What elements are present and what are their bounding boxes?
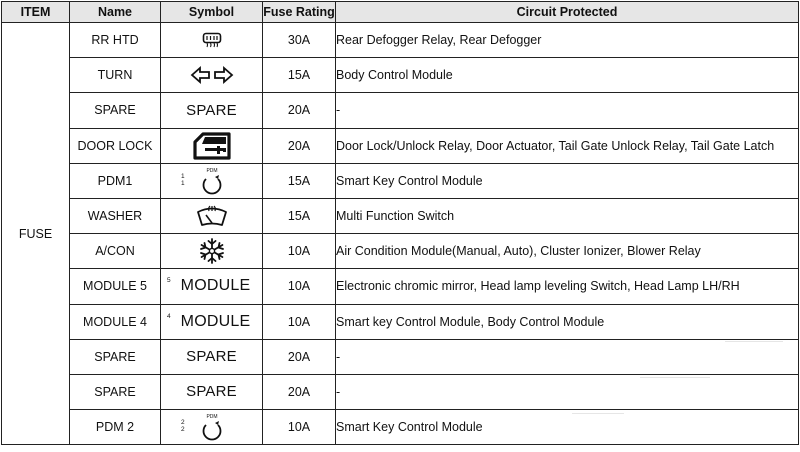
circuit-protected: Smart Key Control Module: [336, 163, 799, 198]
circuit-protected: Rear Defogger Relay, Rear Defogger: [336, 23, 799, 58]
snowflake-icon: [199, 238, 225, 264]
symbol-text: SPARE: [186, 101, 237, 119]
circuit-protected: -: [336, 374, 799, 409]
fuse-name: SPARE: [70, 374, 161, 409]
turn-signal-arrows-icon: [190, 66, 234, 84]
fuse-name: DOOR LOCK: [70, 128, 161, 163]
fuse-rating: 20A: [263, 374, 336, 409]
symbol-cell: [161, 339, 263, 374]
symbol-cell: [161, 234, 263, 269]
header-row: [2, 2, 799, 23]
fuse-name: PDM1: [70, 163, 161, 198]
circuit-protected: Electronic chromic mirror, Head lamp leveling Switch, Head Lamp LH/RH: [336, 269, 799, 304]
table-row: [2, 304, 799, 339]
fuse-rating: 15A: [263, 58, 336, 93]
circuit-protected: -: [336, 93, 799, 128]
pdm-icon: [199, 413, 225, 441]
symbol-superscript: 2 2: [181, 419, 185, 434]
symbol-cell: [161, 304, 263, 339]
header-rating: Fuse Rating: [263, 2, 336, 23]
pdm-icon: [199, 167, 225, 195]
fuse-name: WASHER: [70, 198, 161, 233]
fuse-table: [1, 1, 799, 445]
table-row: [2, 269, 799, 304]
fuse-rating: 15A: [263, 163, 336, 198]
symbol-cell: [161, 93, 263, 128]
fuse-rating: 20A: [263, 128, 336, 163]
svg-text:PDM: PDM: [205, 414, 218, 421]
symbol-cell: [161, 374, 263, 409]
fuse-name: MODULE 4: [70, 304, 161, 339]
circuit-protected: Air Condition Module(Manual, Auto), Cluster Ionizer, Blower Relay: [336, 234, 799, 269]
fuse-rating: 10A: [263, 304, 336, 339]
fuse-name: MODULE 5: [70, 269, 161, 304]
header-symbol: Symbol: [161, 2, 263, 23]
circuit-protected: Smart Key Control Module: [336, 410, 799, 445]
symbol-superscript: 4: [167, 312, 171, 320]
fuse-name: SPARE: [70, 339, 161, 374]
fuse-name: TURN: [70, 58, 161, 93]
fuse-rating: 15A: [263, 198, 336, 233]
header-name: Name: [70, 2, 161, 23]
fuse-rating: 10A: [263, 269, 336, 304]
table-row: [2, 234, 799, 269]
symbol-cell: [161, 198, 263, 233]
fuse-name: SPARE: [70, 93, 161, 128]
door-lock-icon: [193, 132, 231, 160]
watermark-line: [640, 377, 710, 378]
circuit-protected: Smart key Control Module, Body Control Module: [336, 304, 799, 339]
fuse-name: PDM 2: [70, 410, 161, 445]
table-row: [2, 410, 799, 445]
symbol-superscript: 1 1: [181, 172, 185, 187]
circuit-protected: Body Control Module: [336, 58, 799, 93]
circuit-protected: -: [336, 339, 799, 374]
fuse-name: RR HTD: [70, 23, 161, 58]
washer-icon: [195, 204, 229, 228]
table-row: [2, 93, 799, 128]
symbol-cell: [161, 23, 263, 58]
symbol-text: SPARE: [186, 348, 237, 366]
symbol-text: MODULE: [180, 277, 251, 295]
table-row: [2, 128, 799, 163]
fuse-name: A/CON: [70, 234, 161, 269]
symbol-cell: [161, 58, 263, 93]
fuse-rating: 20A: [263, 339, 336, 374]
table-row: [2, 23, 799, 58]
header-item: ITEM: [2, 2, 70, 23]
watermark-line: [725, 341, 783, 342]
circuit-protected: Door Lock/Unlock Relay, Door Actuator, Tail Gate Unlock Relay, Tail Gate Latch: [336, 128, 799, 163]
svg-text:PDM: PDM: [205, 167, 218, 174]
symbol-superscript: 5: [167, 277, 171, 285]
table-row: [2, 58, 799, 93]
fuse-rating: 20A: [263, 93, 336, 128]
header-circuit: Circuit Protected: [336, 2, 799, 23]
symbol-cell: [161, 128, 263, 163]
table-row: [2, 163, 799, 198]
rear-defogger-icon: [202, 32, 222, 48]
fuse-rating: 10A: [263, 410, 336, 445]
symbol-cell: [161, 410, 263, 445]
symbol-text: MODULE: [180, 312, 251, 330]
table-row: [2, 374, 799, 409]
watermark-line: [572, 413, 624, 414]
fuse-rating: 30A: [263, 23, 336, 58]
symbol-text: SPARE: [186, 383, 237, 401]
item-cell: FUSE: [2, 23, 70, 445]
table-row: [2, 339, 799, 374]
circuit-protected: Multi Function Switch: [336, 198, 799, 233]
fuse-rating: 10A: [263, 234, 336, 269]
table-row: [2, 198, 799, 233]
symbol-cell: [161, 269, 263, 304]
symbol-cell: [161, 163, 263, 198]
